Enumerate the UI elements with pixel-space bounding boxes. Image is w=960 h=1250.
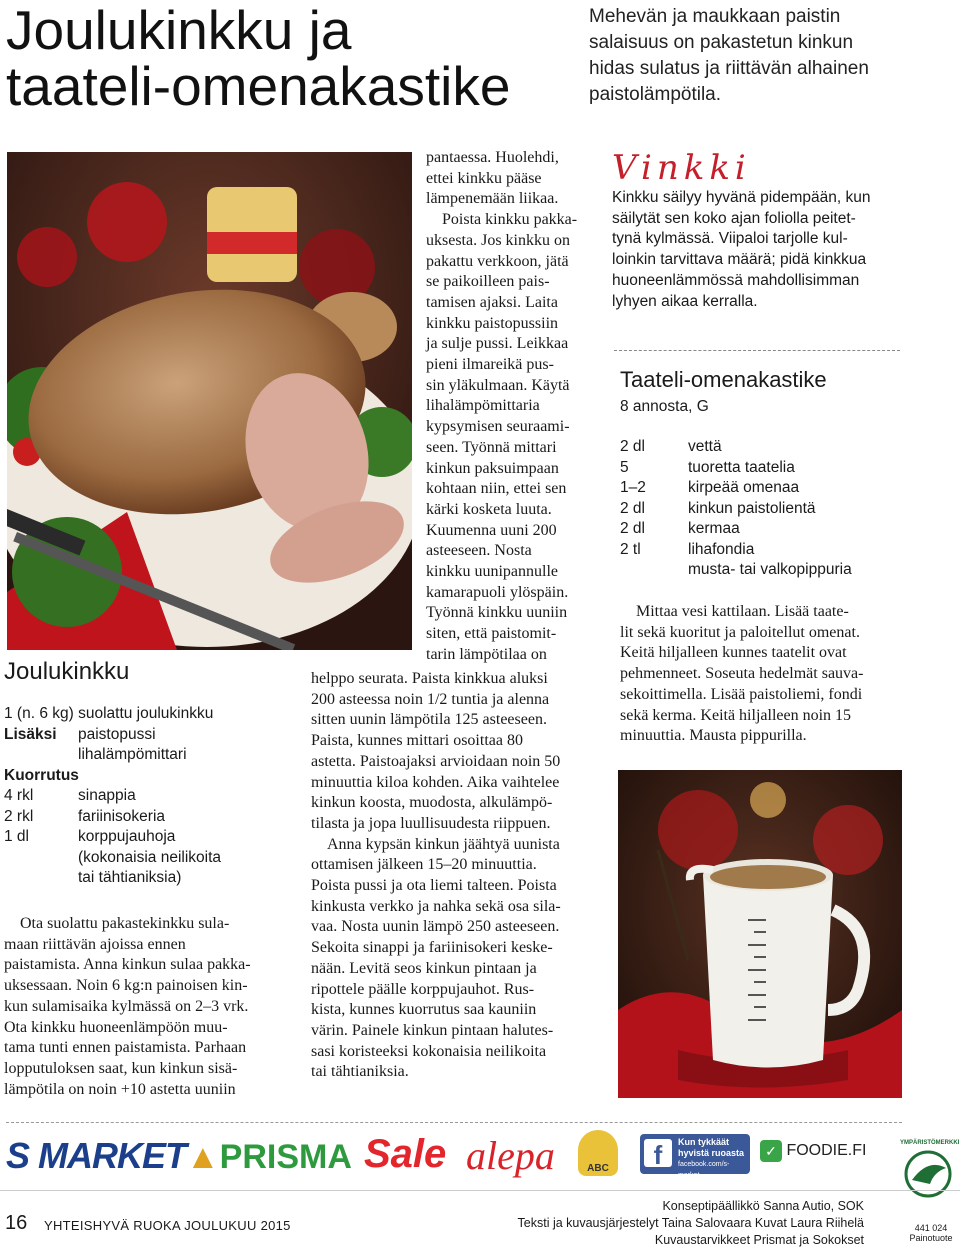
extras-label: Lisäksi xyxy=(4,725,57,743)
text-line: Poista kinkku pakka- xyxy=(442,211,578,229)
page-number: 16 xyxy=(5,1212,28,1234)
ham-main-ingredient: 1 (n. 6 kg) suolattu joulukinkku xyxy=(4,705,214,722)
ingredient-quantity: 5 xyxy=(620,458,629,476)
swan-icon xyxy=(900,1140,960,1200)
ingredient-row xyxy=(620,499,910,520)
text-line: ottamisen jälkeen 15–20 minuuttia. xyxy=(311,856,537,874)
ingredient-name: kinkun paistolientä xyxy=(688,499,816,517)
text-line: kypsymisen seuraami- xyxy=(426,418,570,436)
text-line: värin. Painele kinkun pintaan halutes- xyxy=(311,1021,554,1039)
title-line-1: Joulukinkku ja xyxy=(6,0,352,61)
text-line: tama tunti ennen paistamista. Parhaan xyxy=(4,1039,247,1057)
text-line: seen. Työnnä mittari xyxy=(426,438,557,456)
subtitle-line: Mehevän ja maukkaan paistin xyxy=(589,6,841,27)
text-line: Sekoita sinappi ja fariinisokeri keske- xyxy=(311,939,553,957)
subtitle-line: paistolämpötila. xyxy=(589,84,722,105)
ingredient-row xyxy=(620,478,910,499)
text-line: sekoittimella. Lisää paistoliemi, fondi xyxy=(620,685,863,703)
text-line: ja sulje pussi. Leikkaa xyxy=(426,335,569,353)
divider xyxy=(6,1122,902,1123)
ham-instructions-col1 xyxy=(4,914,304,1100)
text-line: sitten uunin lämpötila 125 asteeseen. xyxy=(311,711,547,729)
page-title xyxy=(6,0,586,117)
text-line: lämpötila on noin +10 astetta uuniin xyxy=(4,1080,236,1098)
credits xyxy=(490,1198,864,1249)
text-line: Keitä hiljalleen kunnes taatelit ovat xyxy=(620,644,847,662)
sauce-title: Taateli-omenakastike xyxy=(620,367,827,392)
text-line: kinkun koosta, muodosta, alkulämpö- xyxy=(311,794,553,812)
ham-photo xyxy=(7,152,412,650)
text-line: astetta. Paistoajaksi arvioidaan noin 50 xyxy=(311,752,561,770)
facebook-url: facebook.com/s-market xyxy=(678,1161,730,1179)
text-line: Paista, kunnes mittari osoittaa 80 xyxy=(311,732,523,750)
facebook-icon: f xyxy=(644,1139,672,1167)
tip-line: Kinkku säilyy hyvänä pidempään, kun xyxy=(612,189,871,206)
swan-license xyxy=(904,1223,958,1243)
text-line: ripottele päälle korppujauhot. Rus- xyxy=(311,980,535,998)
facebook-line: Kun tykkäät xyxy=(678,1137,730,1147)
text-line: Anna kypsän kinkun jäähtyä uunista xyxy=(327,835,560,853)
text-line: kista, kunnes kuorrutus saa kauniin xyxy=(311,1001,537,1019)
tip-line: tynä kylmässä. Viipaloi tarjolle kul- xyxy=(612,230,848,248)
text-line: ettei kinkku pääse xyxy=(426,169,542,187)
text-line: pehmenneet. Soseuta hedelmät sauva- xyxy=(620,665,864,683)
text-line: lit sekä kuoritut ja paloitellut omenat. xyxy=(620,623,860,641)
prisma-logo[interactable] xyxy=(186,1138,352,1177)
ingredient-row xyxy=(620,560,910,581)
text-line: kärki kosketa luuta. xyxy=(426,500,552,518)
text-line: 200 asteessa noin 1/2 tuntia ja alenna xyxy=(311,690,550,708)
swan-text: YMPÄRISTÖMERKKI xyxy=(900,1140,960,1146)
ingredient-name: lihafondia xyxy=(688,540,755,558)
tip-heading: Vinkki xyxy=(612,148,751,188)
ingredient-quantity: 2 dl xyxy=(620,499,645,517)
crust-note-line: (kokonaisia neilikoita xyxy=(78,848,222,866)
ham-illustration xyxy=(7,152,412,650)
sale-logo[interactable]: Sale xyxy=(364,1132,447,1176)
swan-number: 441 024 xyxy=(914,1223,948,1233)
text-line: Kuumenna uuni 200 xyxy=(426,521,557,539)
ingredient-quantity: 1–2 xyxy=(620,479,646,496)
extras-item: paistopussi xyxy=(78,725,156,743)
subtitle xyxy=(589,4,949,108)
ingredient-row xyxy=(620,437,910,458)
text-line: pakattu verkkoon, jätä xyxy=(426,252,569,270)
crust-label-text: Kuorrutus xyxy=(4,766,79,784)
extras-row xyxy=(4,745,304,766)
text-line: minuuttia kiloa kohden. Aika vaihtelee xyxy=(311,773,560,791)
credit-line: Konseptipäällikkö Sanna Autio, SOK xyxy=(662,1199,864,1213)
text-line: vaa. Nosta uunin lämpö 250 asteeseen. xyxy=(311,918,560,936)
tip-line: säilytät sen koko ajan foliolla peitet- xyxy=(612,209,856,227)
text-line: lopputuloksen saat, kun kinkun sisä- xyxy=(4,1059,238,1077)
text-line: asteeseen. Nosta xyxy=(426,542,532,560)
ingredient-row xyxy=(620,519,910,540)
gravy-photo xyxy=(618,770,902,1098)
smarket-logo[interactable]: S MARKET xyxy=(6,1135,186,1176)
foodie-leaf-icon: ✓ xyxy=(760,1140,782,1162)
subtitle-line: hidas sulatus ja riittävän alhainen xyxy=(589,58,869,79)
text-line: siten, että paistomit- xyxy=(426,625,557,643)
ingredient-quantity xyxy=(620,560,688,581)
text-line: kun sulamisaika kylmässä on 2–3 vrk. xyxy=(4,997,249,1015)
text-line: sasi koristeeksi kokonaisia neilikoita xyxy=(311,1042,547,1060)
credit-line: Kuvaustarvikkeet Prismat ja Sokokset xyxy=(654,1233,864,1247)
swan-label: Painotuote xyxy=(909,1233,953,1243)
text-line: lihalämpömittaria xyxy=(426,397,540,415)
ingredient-quantity: 4 rkl xyxy=(4,787,34,804)
text-line: helppo seurata. Paista kinkkua aluksi xyxy=(311,670,548,687)
title-line-2: taateli-omenakastike xyxy=(6,55,511,117)
ingredient-name: korppujauhoja xyxy=(78,828,176,845)
ham-ingredients xyxy=(4,704,304,889)
text-line: Poista pussi ja ota liemi talteen. Poista xyxy=(311,877,557,895)
ingredient-name: fariinisokeria xyxy=(78,807,166,825)
text-line: Työnnä kinkku uuniin xyxy=(426,604,568,622)
text-line: uksessaan. Noin 6 kg:n painoisen kin- xyxy=(4,977,248,995)
crust-note xyxy=(4,848,304,869)
ingredient-quantity: 2 dl xyxy=(620,520,645,537)
text-line: tai tähtianiksia. xyxy=(311,1063,409,1081)
text-line: tilasta ja jopa luullisuudesta riippuen. xyxy=(311,814,551,832)
text-line: lämpenemään liikaa. xyxy=(426,190,559,208)
subtitle-line: salaisuus on pakastetun kinkun xyxy=(589,32,854,53)
crust-label xyxy=(4,766,304,787)
text-line: paistamista. Anna kinkun sulaa pakka- xyxy=(4,956,251,974)
facebook-line: hyvistä ruoasta xyxy=(678,1148,745,1158)
ingredient-name: kirpeää omenaa xyxy=(688,479,800,496)
foodie-logo-text: FOODIE.FI xyxy=(786,1142,867,1160)
text-line: minuuttia. Mausta pippurilla. xyxy=(620,727,807,745)
ingredient-quantity: 2 rkl xyxy=(4,807,34,825)
sauce-servings: 8 annosta, G xyxy=(620,398,709,415)
crust-note-line: tai tähtianiksia) xyxy=(78,869,182,886)
text-line: uksesta. Jos kinkku on xyxy=(426,231,570,249)
text-line: pantaessa. Huolehdi, xyxy=(426,149,559,166)
text-line: maan riittävän ajoissa ennen xyxy=(4,935,186,953)
tip-line: lyhyen aikaa kerralla. xyxy=(612,292,758,310)
text-line: kinkku paistopussiin xyxy=(426,314,559,332)
ingredient-quantity: 2 tl xyxy=(620,540,641,558)
ingredient-name: kermaa xyxy=(688,520,740,537)
text-line: se paikoilleen pais- xyxy=(426,273,550,291)
text-line: kamarapuoli ylöspäin. xyxy=(426,583,569,601)
text-line: tamisen ajaksi. Laita xyxy=(426,293,558,311)
crust-row xyxy=(4,807,304,828)
footer-rule xyxy=(0,1190,960,1191)
text-line: tarin lämpötilaa on xyxy=(426,645,547,663)
text-line: kinkusta verkko ja nahka sekä osa sila- xyxy=(311,897,561,915)
abc-logo-text: ABC xyxy=(587,1163,609,1174)
alepa-logo[interactable]: alepa xyxy=(466,1133,555,1178)
tip-line: loinkin tarvittava määrä; pidä kinkkua xyxy=(612,251,867,269)
divider xyxy=(614,350,900,351)
ingredient-quantity: 2 dl xyxy=(620,438,645,455)
tip-text xyxy=(612,188,902,312)
text-line: pieni ilmareikä pus- xyxy=(426,356,554,374)
crust-row xyxy=(4,786,304,807)
text-line: Ota suolattu pakastekinkku sula- xyxy=(20,915,230,932)
swan-ecolabel xyxy=(900,1140,960,1200)
crust-row xyxy=(4,827,304,848)
text-line: Mittaa vesi kattilaan. Lisää taate- xyxy=(636,603,849,620)
ingredient-name: vettä xyxy=(688,438,722,455)
ingredient-name: tuoretta taatelia xyxy=(688,458,795,476)
crust-note xyxy=(4,868,304,889)
ingredient-name: sinappia xyxy=(78,787,136,804)
text-line: Ota kinkku huoneenlämpöön muu- xyxy=(4,1018,228,1036)
text-line: kohtaan niin, ettei sen xyxy=(426,480,567,498)
text-line: nään. Levitä seos kinkun pintaan ja xyxy=(311,959,537,977)
ingredient-row xyxy=(620,540,910,561)
ingredient-name: musta- tai valkopippuria xyxy=(688,561,852,578)
text-line: kinkun paksuimpaan xyxy=(426,459,559,477)
text-line: sekä kerma. Keitä hiljalleen noin 15 xyxy=(620,706,852,724)
magazine-name: YHTEISHYVÄ RUOKA JOULUKUU 2015 xyxy=(44,1218,291,1233)
text-line: sin yläkulmaan. Käytä xyxy=(426,376,570,394)
gravy-illustration xyxy=(618,770,902,1098)
prisma-triangle-icon: ▲ xyxy=(186,1138,220,1176)
ham-instructions-col2-wide xyxy=(311,669,606,1083)
extras-item: lihalämpömittari xyxy=(78,746,187,763)
credit-line: Teksti ja kuvausjärjestelyt Taina Salovaara Kuvat Laura Riihelä xyxy=(517,1216,864,1230)
ham-instructions-col2-narrow xyxy=(426,148,606,666)
extras-row xyxy=(4,725,304,746)
sauce-ingredients xyxy=(620,437,910,581)
facebook-banner[interactable] xyxy=(640,1134,750,1179)
foodie-logo[interactable] xyxy=(760,1140,866,1162)
ingredient-row xyxy=(620,458,910,479)
abc-logo[interactable] xyxy=(578,1130,618,1176)
ham-recipe-title: Joulukinkku xyxy=(4,658,130,685)
tip-line: huoneenlämmössä mahdollisimman xyxy=(612,271,860,289)
prisma-logo-text: PRISMA xyxy=(219,1138,352,1176)
sauce-instructions xyxy=(620,602,910,747)
text-line: kinkku uunipannulle xyxy=(426,563,558,581)
ingredient-quantity: 1 dl xyxy=(4,828,29,845)
